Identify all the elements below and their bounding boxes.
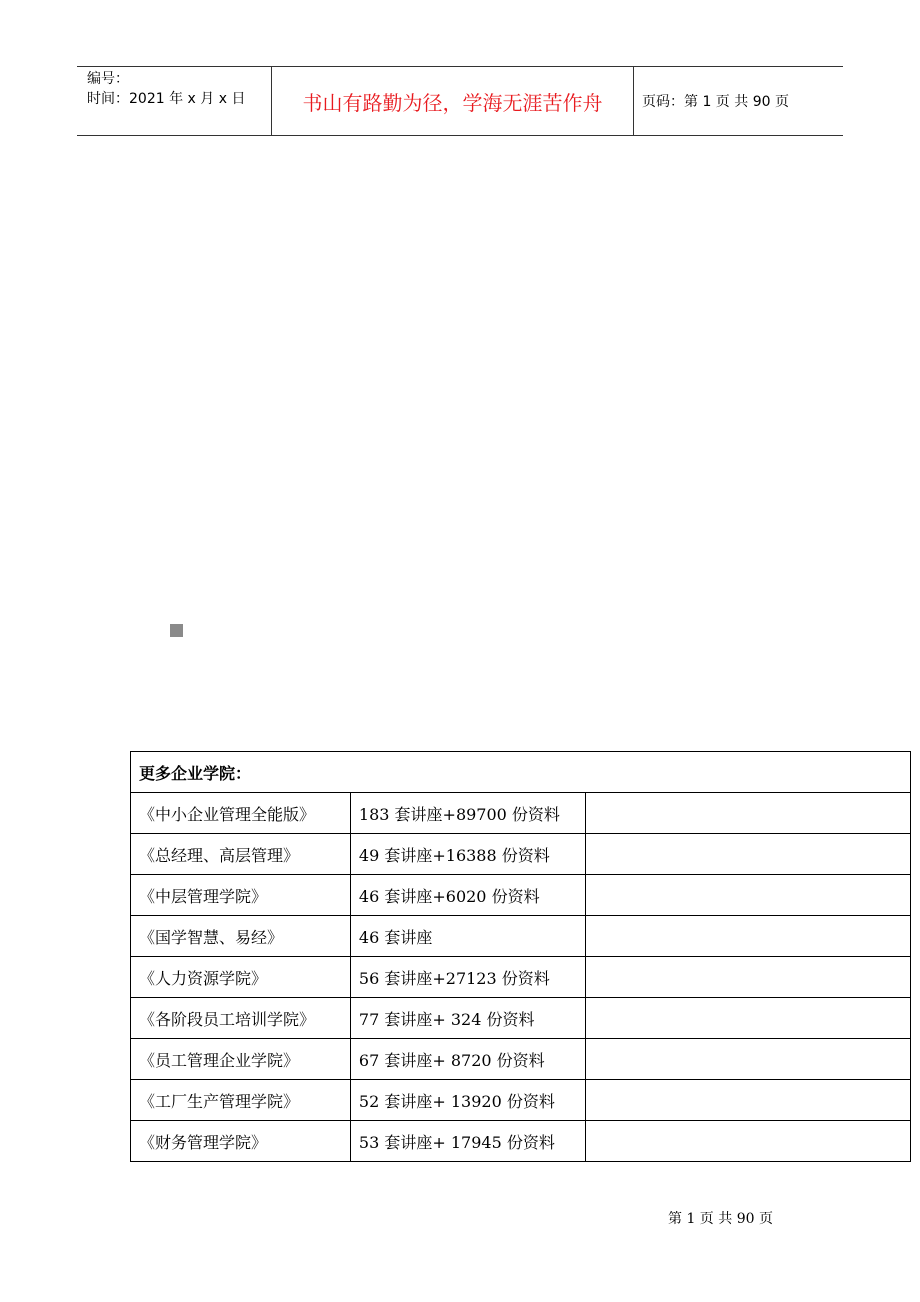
header-meta <box>77 67 272 135</box>
table-row <box>131 793 911 834</box>
academy-extra-cell <box>585 957 910 998</box>
table-row <box>131 1039 911 1080</box>
academy-extra-cell <box>585 998 910 1039</box>
academy-detail-cell: 49 套讲座+16388 份资料 <box>350 834 585 875</box>
page-header <box>77 66 843 136</box>
time-label: 时间：2021 年 x 月 x 日 <box>87 91 246 107</box>
table-row <box>131 834 911 875</box>
academy-extra-cell <box>585 1039 910 1080</box>
academy-name-cell: 《财务管理学院》 <box>131 1121 351 1162</box>
academy-name-cell: 《工厂生产管理学院》 <box>131 1080 351 1121</box>
page-footer: 第 1 页 共 90 页 <box>668 1211 773 1227</box>
academy-name-cell: 《中小企业管理全能版》 <box>131 793 351 834</box>
academy-detail-cell: 183 套讲座+89700 份资料 <box>350 793 585 834</box>
academy-detail-cell: 52 套讲座+ 13920 份资料 <box>350 1080 585 1121</box>
table-row <box>131 875 911 916</box>
number-label: 编号： <box>87 71 129 87</box>
table-row <box>131 916 911 957</box>
square-bullet-icon <box>170 624 183 637</box>
academy-extra-cell <box>585 793 910 834</box>
academy-name-cell: 《国学智慧、易经》 <box>131 916 351 957</box>
academy-detail-cell: 53 套讲座+ 17945 份资料 <box>350 1121 585 1162</box>
table-row <box>131 998 911 1039</box>
academy-name-cell: 《中层管理学院》 <box>131 875 351 916</box>
header-motto: 书山有路勤为径，学海无涯苦作舟 <box>272 67 634 135</box>
academy-detail-cell: 46 套讲座+6020 份资料 <box>350 875 585 916</box>
table-title-row <box>131 752 911 793</box>
academy-extra-cell <box>585 1080 910 1121</box>
table-row <box>131 957 911 998</box>
table-row <box>131 1080 911 1121</box>
table-row <box>131 1121 911 1162</box>
academy-detail-cell: 67 套讲座+ 8720 份资料 <box>350 1039 585 1080</box>
academy-extra-cell <box>585 834 910 875</box>
academy-detail-cell: 46 套讲座 <box>350 916 585 957</box>
academy-table <box>130 751 911 1162</box>
table-title: 更多企业学院： <box>131 752 911 793</box>
academy-extra-cell <box>585 875 910 916</box>
academy-detail-cell: 77 套讲座+ 324 份资料 <box>350 998 585 1039</box>
academy-name-cell: 《总经理、高层管理》 <box>131 834 351 875</box>
academy-extra-cell <box>585 1121 910 1162</box>
header-page-info: 页码：第 1 页 共 90 页 <box>642 94 789 110</box>
academy-extra-cell <box>585 916 910 957</box>
academy-detail-cell: 56 套讲座+27123 份资料 <box>350 957 585 998</box>
academy-name-cell: 《员工管理企业学院》 <box>131 1039 351 1080</box>
academy-name-cell: 《各阶段员工培训学院》 <box>131 998 351 1039</box>
academy-name-cell: 《人力资源学院》 <box>131 957 351 998</box>
